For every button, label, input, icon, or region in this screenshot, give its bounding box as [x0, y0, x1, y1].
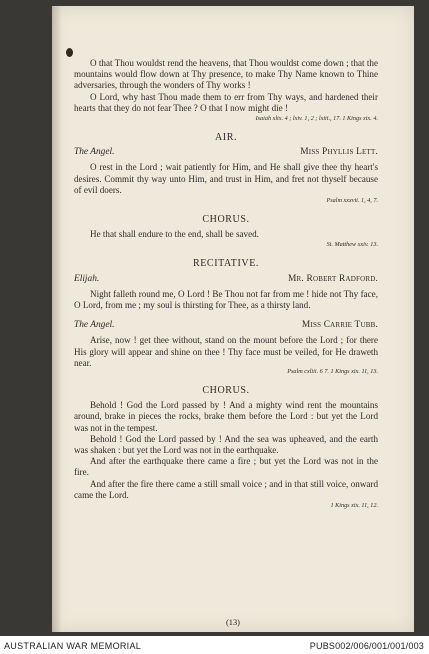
archive-footer — [0, 637, 429, 654]
scripture-reference: St. Matthew xxiv. 13. — [326, 241, 378, 249]
libretto-paragraph: He that shall endure to the end, shall be saved. — [90, 229, 259, 240]
section-heading: RECITATIVE. — [192, 258, 260, 270]
scripture-reference: Isaiah xlix. 4 ; lxiv. 1, 2 ; lxiii., 17. 1 Kings xix. 4. — [255, 115, 378, 123]
scripture-reference: 1 Kings xix. 11, 12. — [330, 502, 378, 510]
libretto-paragraph: Behold ! God the Lord passed by ! And the sea was upheaved, and the earth was shaken : but yet the Lord was not in the earthquake. — [74, 433, 378, 456]
performer-name: Miss Phyllis Lett. — [300, 147, 378, 158]
institution-label: AUSTRALIAN WAR MEMORIAL — [4, 641, 142, 651]
section-heading: AIR. — [214, 132, 238, 144]
libretto-paragraph: Behold ! God the Lord passed by ! And a mighty wind rent the mountains around, brake in pieces the rocks, brake them before the Lord : but yet the Lord was not in the tempest. — [74, 400, 378, 433]
section-heading: CHORUS. — [202, 385, 250, 397]
speaker-line — [74, 274, 378, 285]
speaker-role: The Angel. — [74, 320, 115, 331]
spacer — [74, 311, 378, 318]
punch-hole-icon — [66, 48, 73, 57]
speaker-role: Elijah. — [74, 273, 100, 284]
performer-name: Mr. Robert Radford. — [288, 273, 378, 284]
libretto-paragraph: O that Thou wouldst rend the heavens, that Thou wouldst come down ; that the mountains would flow down at Thy presence, to make Thy Name known to Thine adversaries, through the wonders of Thy works ! — [74, 58, 378, 91]
speaker-line — [74, 147, 378, 158]
performer-name: Miss Carrie Tubb. — [301, 320, 378, 331]
speaker-role: The Angel. — [74, 147, 115, 158]
libretto-paragraph: And after the fire there came a still small voice ; and in that still voice, onward came the Lord. — [74, 478, 378, 500]
libretto-paragraph: O rest in the Lord ; wait patiently for Him, and He shall give thee thy heart's desires. Commit thy way unto Him, and trust in Him, and fret not thyself because of evil doers. — [74, 162, 378, 195]
page-shadow — [52, 6, 62, 632]
section-heading: CHORUS. — [202, 214, 250, 226]
reference-code: PUBS002/006/001/001/003 — [309, 641, 424, 651]
libretto-paragraph: Arise, now ! get thee without, stand on the mount before the Lord ; for there His glory will appear and shine on thee ! Thy face must be veiled, for He draweth near. — [74, 335, 378, 368]
speaker-line — [74, 320, 378, 331]
page-number: (13) — [226, 618, 240, 627]
scripture-reference: Psalm xxxvii. 1, 4, 7. — [326, 197, 378, 205]
libretto-paragraph: O Lord, why hast Thou made them to err from Thy ways, and hardened their hearts that they do not fear Thee ? O that I now might die ! — [74, 91, 378, 113]
libretto-paragraph: And after the earthquake there came a fire ; but yet the Lord was not in the fire. — [74, 456, 378, 478]
libretto-paragraph: Night falleth round me, O Lord ! Be Thou not far from me ! hide not Thy face, O Lord, from me ; my soul is thirsting for Thee, as a thirsty land. — [74, 288, 378, 311]
page-content — [74, 58, 378, 510]
scripture-reference: Psalm cxliii. 6 7. 1 Kings xix. 11, 13. — [287, 368, 378, 376]
